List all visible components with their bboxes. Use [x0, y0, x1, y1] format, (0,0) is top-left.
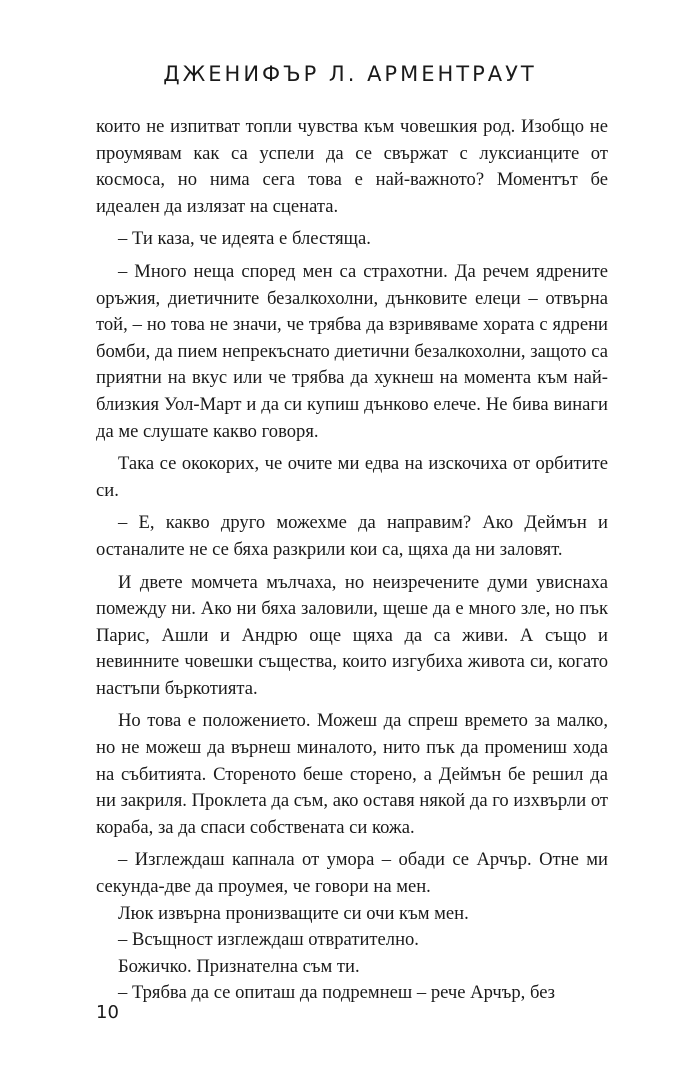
paragraph: Божичко. Признателна съм ти. — [118, 955, 360, 977]
paragraph: Но това е положението. Можеш да спреш времето за малко, но не можеш да върнеш миналото, нито пък да промениш хода на събитията. Стореното беше сторено, а Деймън бе решил да ни закриля. Проклета да съм, ако оставя някой да го изхвърли от кораба, за да спаси собствената си кожа. — [96, 710, 608, 838]
page-number: 10 — [96, 1002, 119, 1023]
paragraph: които не изпитват топли чувства към човешкия род. Изобщо не проумявам как са успели да се свържат с луксианците от космоса, но нима сега това е най-важното? Моментът бе идеален да излязат на сцената. — [96, 116, 608, 217]
paragraph: Така се ококорих, че очите ми едва на изскочиха от орбитите си. — [96, 453, 608, 501]
paragraph: И двете момчета мълчаха, но неизречените думи увиснаха помежду ни. Ако ни бяха заловили, щеше да е много зле, но пък Парис, Ашли и Андрю още щяха да са живи. А също и невинните човешки същества, които изгубиха живота си, когато настъпи бъркотията. — [96, 571, 608, 699]
running-head: ДЖЕНИФЪР Л. АРМЕНТРАУТ — [163, 62, 537, 86]
paragraph: – Е, какво друго можехме да направим? Ако Деймън и останалите не се бяха разкрили кои са, щяха да ни заловят. — [96, 512, 608, 560]
paragraph: – Всъщност изглеждаш отвратително. — [118, 929, 419, 951]
paragraph: Люк извърна пронизващите си очи към мен. — [118, 902, 469, 924]
body-text — [96, 114, 608, 1007]
paragraph: – Ти каза, че идеята е блестяща. — [118, 228, 371, 250]
paragraph: – Много неща според мен са страхотни. Да речем ядрените оръжия, диетичните безалкохолни, дънковите елеци – отвърна той, – но това не значи, че трябва да взривяваме хората с ядрени бомби, да пием непрекъснато диетични безалкохолни, защото са приятни на вкус или че трябва да хукнеш на момента към най-близкия Уол-Март и да си купиш дънково елече. Не бива винаги да ме слушате какво говоря. — [96, 260, 608, 442]
paragraph: – Изглеждаш капнала от умора – обади се Арчър. Отне ми секунда-две да проумея, че говори на мен. — [96, 849, 608, 898]
paragraph: – Трябва да се опиташ да подремнеш – рече Арчър, без — [118, 982, 556, 1004]
